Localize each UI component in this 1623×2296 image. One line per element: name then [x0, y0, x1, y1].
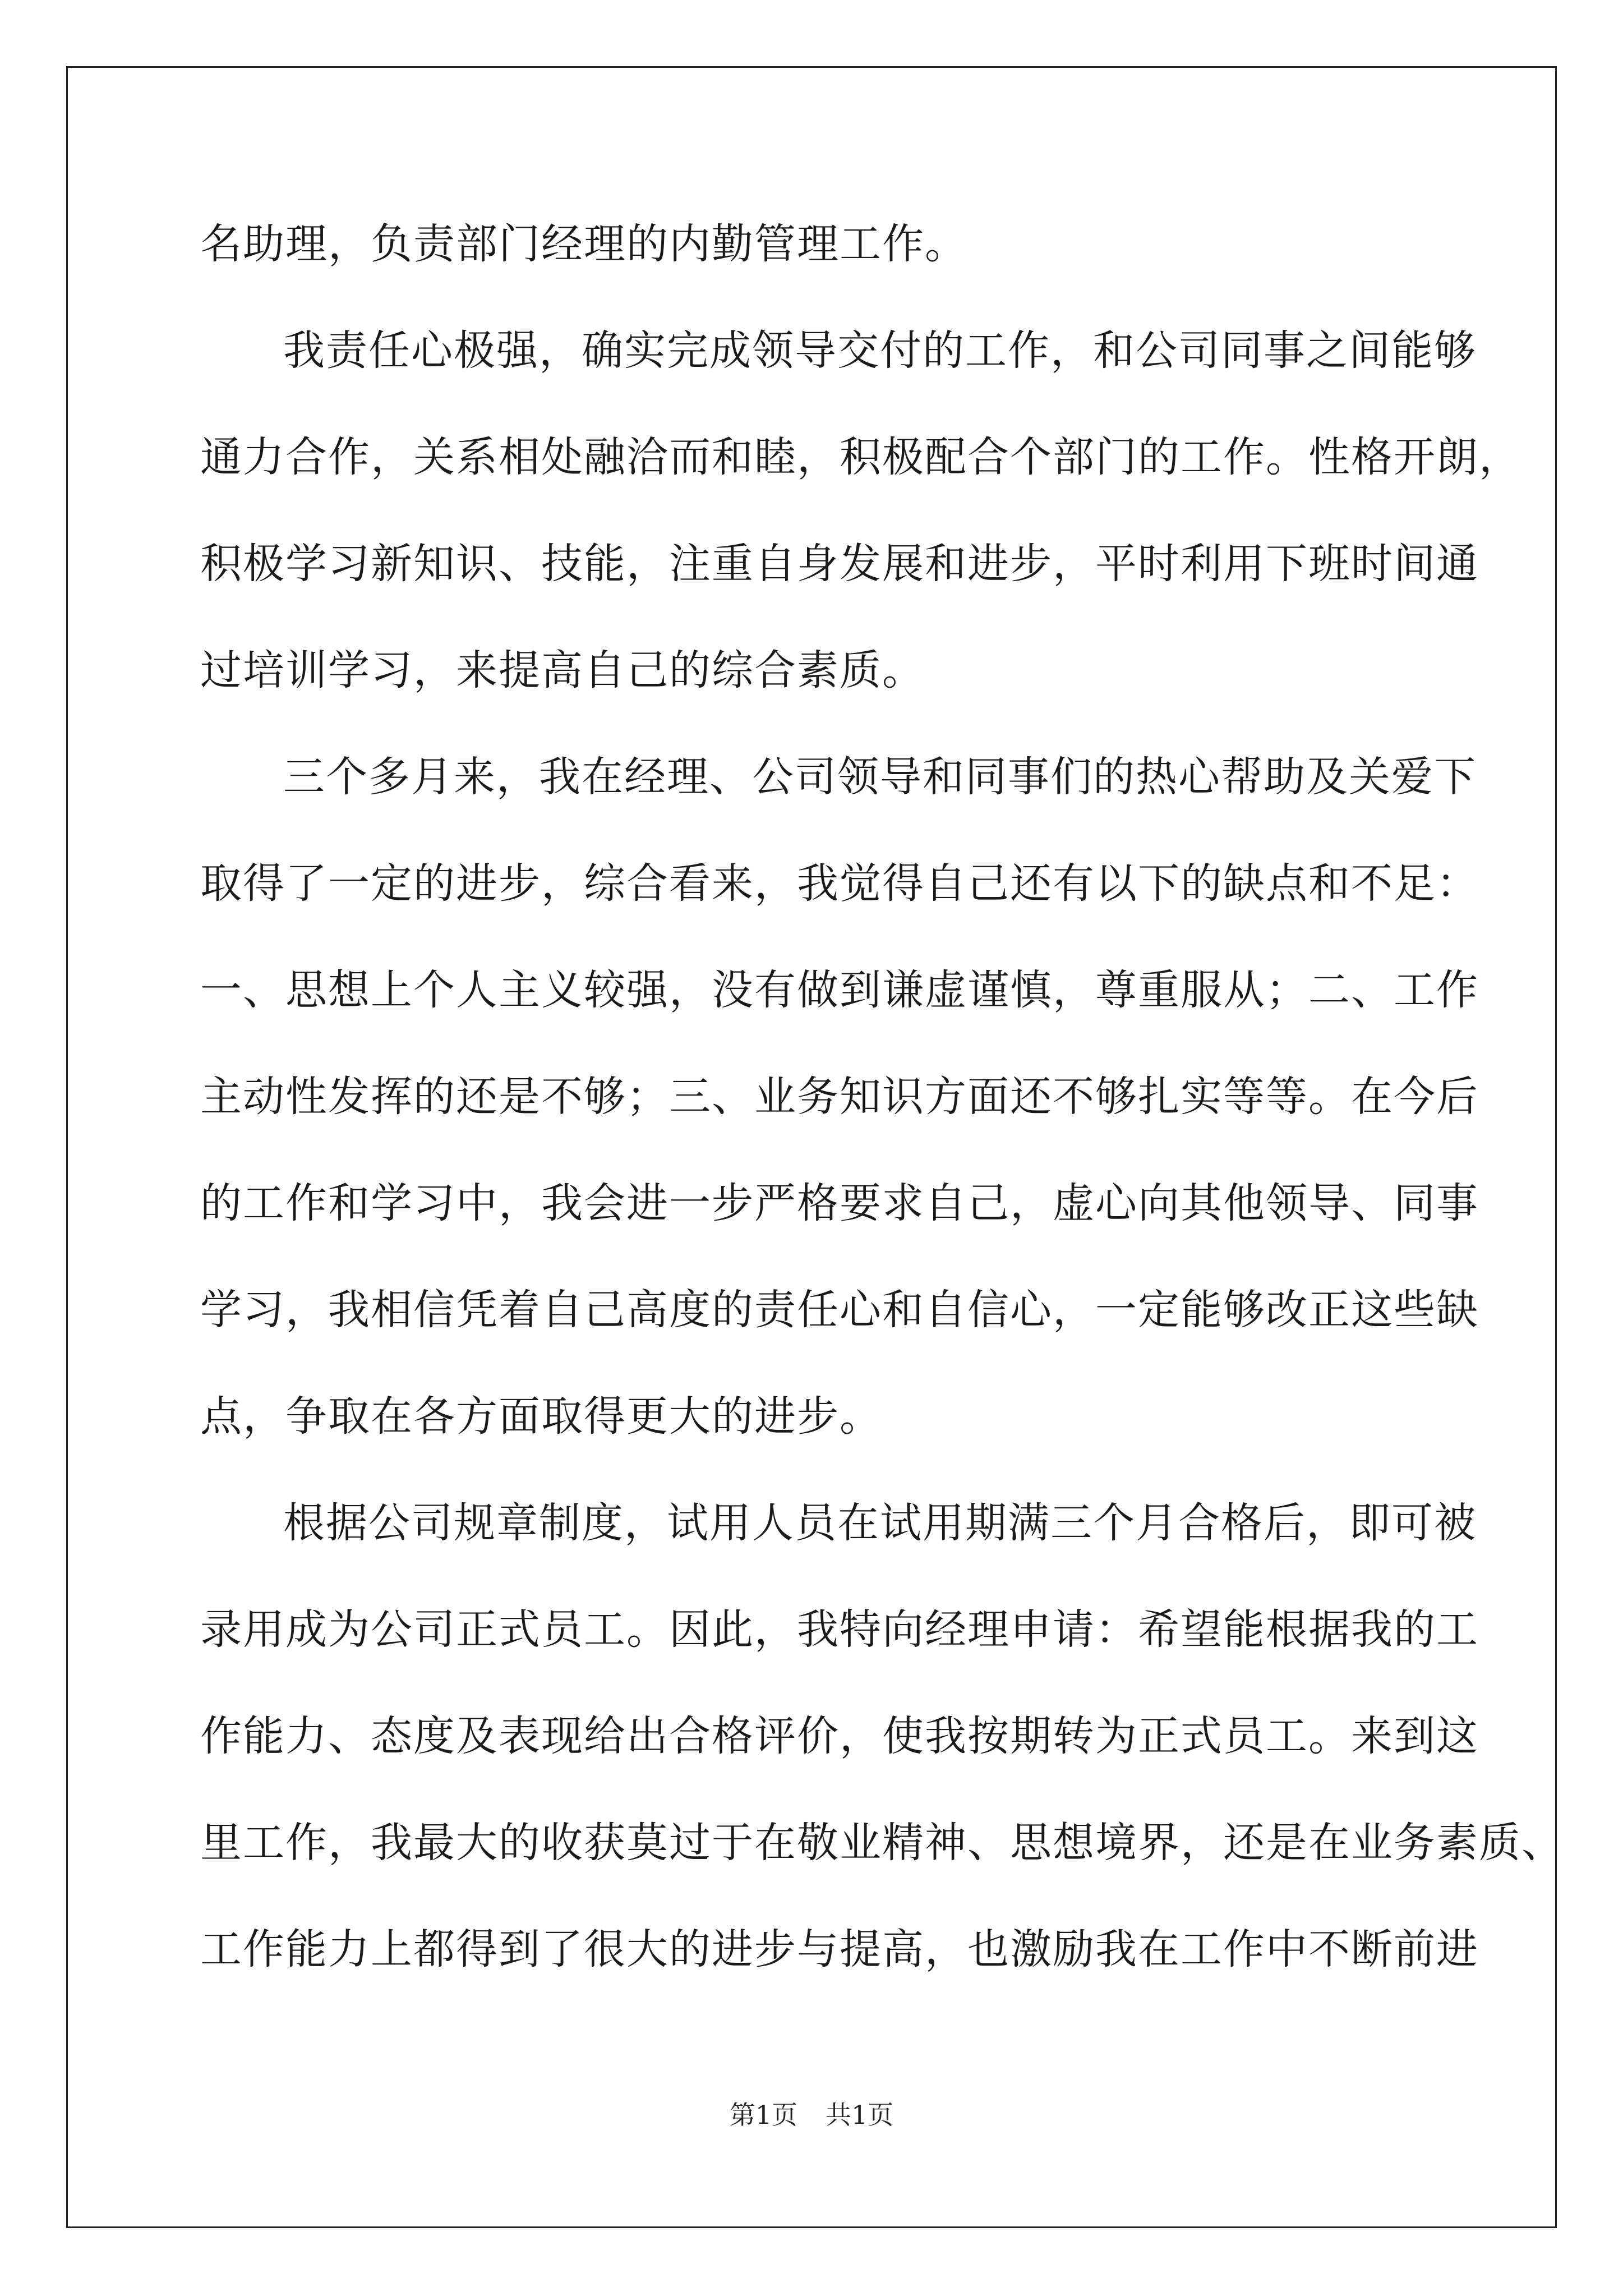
text-line: 取得了一定的进步，综合看来，我觉得自己还有以下的缺点和不足：	[200, 859, 1479, 908]
text-line: 学习，我相信凭着自己高度的责任心和自信心，一定能够改正这些缺	[200, 1286, 1479, 1334]
text-line: 工作能力上都得到了很大的进步与提高，也激励我在工作中不断前进	[200, 1925, 1479, 1973]
text-line: 主动性发挥的还是不够；三、业务知识方面还不够扎实等等。在今后	[200, 1073, 1479, 1121]
text-line: 点，争取在各方面取得更大的进步。	[200, 1392, 882, 1441]
text-line: 过培训学习，来提高自己的综合素质。	[200, 646, 925, 694]
text-line: 三个多月来，我在经理、公司领导和同事们的热心帮助及关爱下	[283, 753, 1477, 801]
page-number: 第1页	[729, 2100, 797, 2130]
page-footer	[0, 2098, 1623, 2132]
text-line: 名助理，负责部门经理的内勤管理工作。	[200, 220, 967, 268]
text-line: 根据公司规章制度，试用人员在试用期满三个月合格后，即可被	[283, 1499, 1477, 1547]
page-border	[66, 66, 1564, 2228]
text-line: 我责任心极强，确实完成领导交付的工作，和公司同事之间能够	[283, 326, 1477, 375]
page-total: 共1页	[826, 2100, 894, 2130]
text-line: 里工作，我最大的收获莫过于在敬业精神、思想境界，还是在业务素质、	[200, 1819, 1564, 1867]
text-line: 通力合作，关系相处融洽而和睦，积极配合个部门的工作。性格开朗，	[200, 433, 1521, 481]
text-line: 的工作和学习中，我会进一步严格要求自己，虚心向其他领导、同事	[200, 1179, 1479, 1227]
text-line: 作能力、态度及表现给出合格评价，使我按期转为正式员工。来到这	[200, 1712, 1479, 1760]
text-line: 一、思想上个人主义较强，没有做到谦虚谨慎，尊重服从；二、工作	[200, 966, 1479, 1014]
text-line: 积极学习新知识、技能，注重自身发展和进步，平时利用下班时间通	[200, 540, 1479, 588]
text-line: 录用成为公司正式员工。因此，我特向经理申请：希望能根据我的工	[200, 1605, 1479, 1654]
